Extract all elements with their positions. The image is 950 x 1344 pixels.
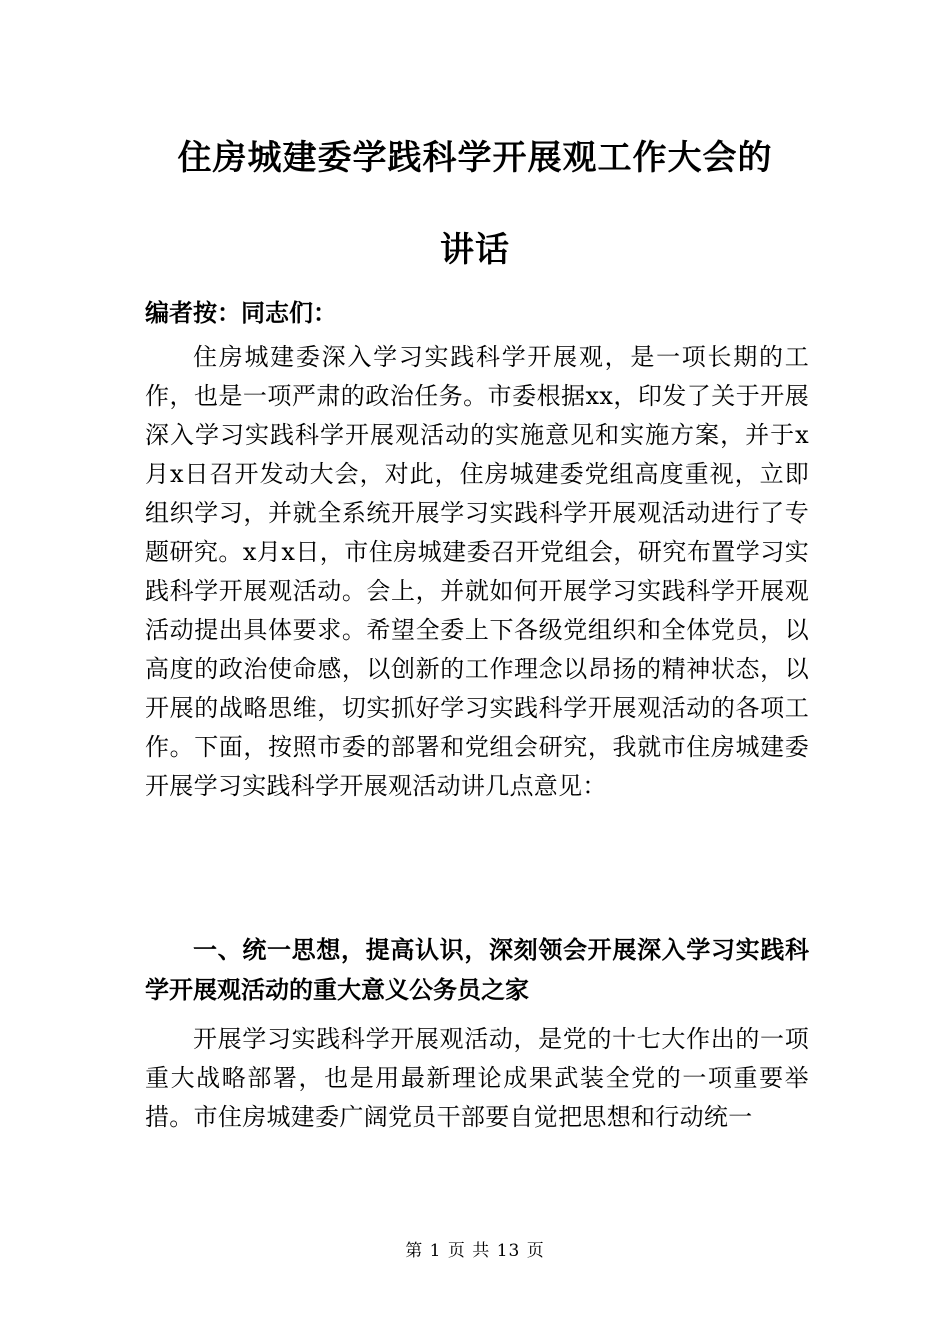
paragraph-section-1: 开展学习实践科学开展观活动，是党的十七大作出的一项重大战略部署，也是用最新理论成果武装全党的一项重要举措。市住房城建委广阔党员干部要自觉把思想和行动统一 xyxy=(145,1025,809,1131)
editor-note: 编者按：同志们： xyxy=(145,299,337,327)
page-number-footer: 第 1 页 共 13 页 xyxy=(405,1241,545,1261)
document-title-line-2: 讲话 xyxy=(440,230,510,270)
document-title-line-1: 住房城建委学践科学开展观工作大会的 xyxy=(177,138,773,178)
section-heading-1: 一、统一思想，提高认识，深刻领会开展深入学习实践科学开展观活动的重大意义公务员之家 xyxy=(145,936,809,1004)
paragraph-intro: 住房城建委深入学习实践科学开展观，是一项长期的工作，也是一项严肃的政治任务。市委根据xx，印发了关于开展深入学习实践科学开展观活动的实施意见和实施方案，并于x月x日召开发动大会，对此，住房城建委党组高度重视，立即组织学习，并就全系统开展学习实践科学开展观活动进行了专题研究。x月x日，市住房城建委召开党组会，研究布置学习实践科学开展观活动。会上，并就如何开展学习实践科学开展观活动提出具体要求。希望全委上下各级党组织和全体党员，以高度的政治使命感，以创新的工作理念以昂扬的精神状态，以开展的战略思维，切实抓好学习实践科学开展观活动的各项工作。下面，按照市委的部署和党组会研究，我就市住房城建委开展学习实践科学开展观活动讲几点意见： xyxy=(145,343,809,800)
